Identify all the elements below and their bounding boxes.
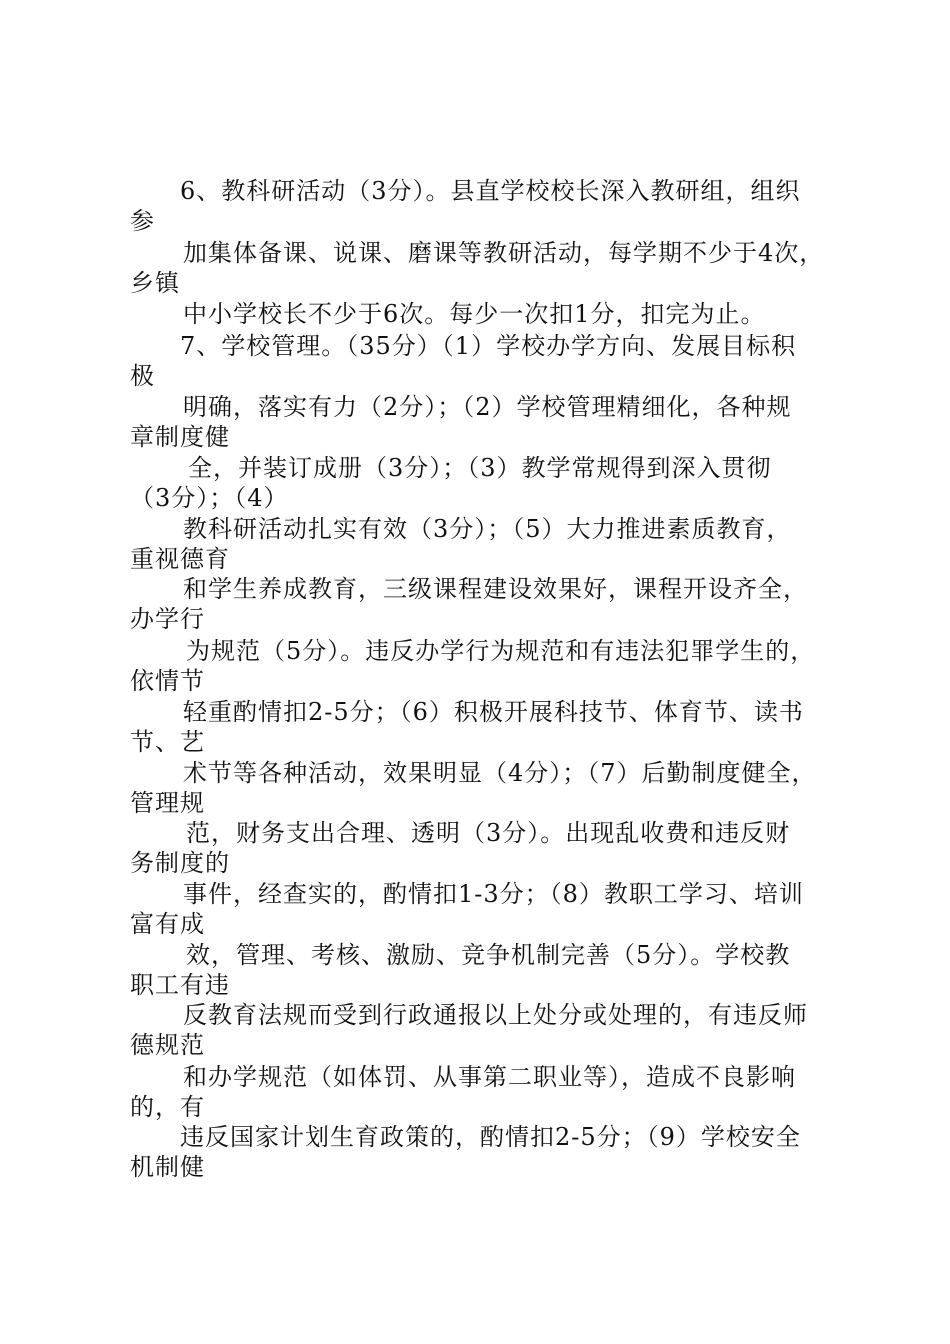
text-line-14-wrap: 职工有违 bbox=[130, 971, 230, 999]
text-line-7: 教科研活动扎实有效（3分）；（5）大力推进素质教育， bbox=[183, 515, 792, 543]
text-line-6: 全，并装订成册（3分）；（3）教学常规得到深入贯彻 bbox=[188, 454, 772, 482]
text-line-5: 明确，落实有力（2分）；（2）学校管理精细化，各种规 bbox=[183, 393, 792, 421]
text-line-7-wrap: 重视德育 bbox=[130, 545, 230, 573]
text-line-3: 中小学校长不少于6次。每少一次扣1分，扣完为止。 bbox=[183, 300, 766, 328]
text-line-13: 事件，经查实的，酌情扣1-3分；（8）教职工学习、培训 bbox=[183, 880, 804, 908]
text-line-5-wrap: 章制度健 bbox=[130, 423, 230, 451]
text-line-14: 效，管理、考核、激励、竞争机制完善（5分）。学校教 bbox=[186, 941, 791, 969]
text-line-9: 为规范（5分）。违反办学行为规范和有违法犯罪学生的， bbox=[186, 637, 816, 665]
text-line-10-wrap: 节、艺 bbox=[130, 728, 205, 756]
text-line-11: 术节等各种活动，效果明显（4分）；（7）后勤制度健全， bbox=[183, 759, 817, 787]
text-line-6-wrap: （3分）；（4） bbox=[130, 484, 289, 512]
text-line-12-wrap: 务制度的 bbox=[130, 849, 230, 877]
text-line-17: 违反国家计划生育政策的，酌情扣2-5分；（9）学校安全 bbox=[180, 1123, 801, 1151]
text-line-17-wrap: 机制健 bbox=[130, 1153, 205, 1181]
text-line-10: 轻重酌情扣2-5分；（6）积极开展科技节、体育节、读书 bbox=[183, 698, 804, 726]
text-line-8-wrap: 办学行 bbox=[130, 605, 205, 633]
text-line-13-wrap: 富有成 bbox=[130, 910, 205, 938]
text-line-2: 加集体备课、说课、磨课等教研活动，每学期不少于4次， bbox=[183, 239, 825, 267]
text-line-15-wrap: 德规范 bbox=[130, 1031, 205, 1059]
text-line-4: 7、学校管理。（35分）（1）学校办学方向、发展目标积 bbox=[180, 332, 797, 360]
text-line-16-wrap: 的，有 bbox=[130, 1093, 205, 1121]
text-line-9-wrap: 依情节 bbox=[130, 667, 205, 695]
text-line-15: 反教育法规而受到行政通报以上处分或处理的，有违反师 bbox=[183, 1001, 808, 1029]
text-line-11-wrap: 管理规 bbox=[130, 789, 205, 817]
text-line-16: 和办学规范（如体罚、从事第二职业等），造成不良影响 bbox=[183, 1063, 796, 1091]
text-line-12: 范，财务支出合理、透明（3分）。出现乱收费和违反财 bbox=[186, 819, 791, 847]
text-line-8: 和学生养成教育，三级课程建设效果好，课程开设齐全， bbox=[183, 575, 808, 603]
text-line-2-wrap: 乡镇 bbox=[130, 269, 180, 297]
text-line-1: 6、教科研活动（3分）。县直学校校长深入教研组，组织 bbox=[180, 177, 801, 205]
text-line-4-wrap: 极 bbox=[130, 362, 155, 390]
text-line-1-wrap: 参 bbox=[130, 207, 155, 235]
